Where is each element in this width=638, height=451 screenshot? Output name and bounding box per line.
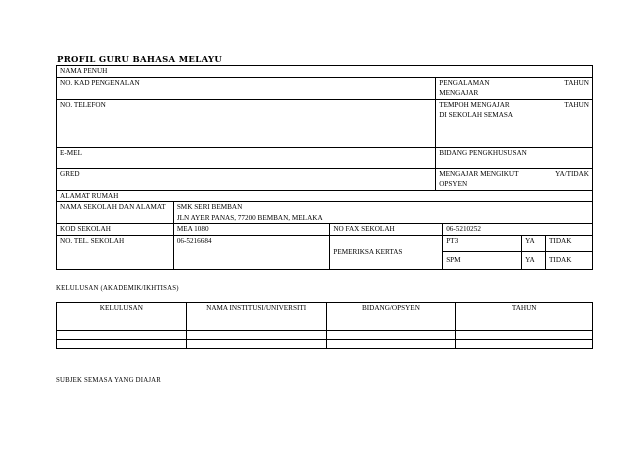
no-tel-sekolah-value: 06-5216684 [173, 235, 330, 269]
table-row [57, 340, 593, 349]
kelulusan-heading: KELULUSAN (AKADEMIK/IKHTISAS) [56, 285, 179, 292]
sekolah-name: SMK SERI BEMBAN [176, 203, 243, 211]
spm-ya: YA [522, 251, 546, 269]
no-fax-value: 06-5210252 [443, 224, 593, 236]
no-kad-label: NO. KAD PENGENALAN [57, 77, 436, 99]
table-cell [186, 331, 326, 340]
no-telefon-label: NO. TELEFON [57, 99, 436, 147]
subjek-heading: SUBJEK SEMASA YANG DIAJAR [56, 377, 162, 384]
no-fax-label: NO FAX SEKOLAH [330, 224, 443, 236]
spm-label: SPM [443, 251, 522, 269]
gred-label: GRED [57, 168, 436, 190]
page-title: PROFIL GURU BAHASA MELAYU [57, 55, 223, 65]
nama-sekolah-label: NAMA SEKOLAH DAN ALAMAT [57, 202, 174, 224]
tahun-label-1: TAHUN [522, 77, 593, 99]
table-cell [186, 340, 326, 349]
nama-sekolah-value [173, 202, 592, 224]
pt3-ya: YA [522, 235, 546, 251]
emel-label: E-MEL [57, 147, 436, 168]
nama-penuh-label: NAMA PENUH [57, 66, 593, 78]
table-cell [326, 331, 456, 340]
tempoh-label: TEMPOH MENGAJAR DI SEKOLAH SEMASA [436, 99, 522, 147]
kod-sekolah-value: MEA 1080 [173, 224, 330, 236]
ya-tidak-label: YA/TIDAK [522, 168, 593, 190]
profile-table [56, 65, 593, 270]
col-tahun: TAHUN [456, 303, 593, 331]
col-bidang: BIDANG/OPSYEN [326, 303, 456, 331]
tahun-label-2: TAHUN [522, 99, 593, 147]
table-cell [57, 340, 187, 349]
mengajar-opsyen-label: MENGAJAR MENGIKUT OPSYEN [436, 168, 522, 190]
sekolah-address: JLN AYER PANAS, 77200 BEMBAN, MELAKA [176, 213, 323, 222]
pemeriksa-label: PEMERIKSA KERTAS [330, 235, 443, 269]
kelulusan-table [56, 302, 593, 349]
pt3-tidak: TIDAK [546, 235, 593, 251]
table-cell [326, 340, 456, 349]
col-institusi: NAMA INSTITUSI/UNIVERSITI [186, 303, 326, 331]
table-row [57, 331, 593, 340]
table-cell [456, 331, 593, 340]
table-cell [456, 340, 593, 349]
pengalaman-label: PENGALAMAN MENGAJAR [436, 77, 522, 99]
no-tel-sekolah-label: NO. TEL. SEKOLAH [57, 235, 174, 269]
spm-tidak: TIDAK [546, 251, 593, 269]
bidang-label: BIDANG PENGKHUSUSAN [436, 147, 593, 168]
table-cell [57, 331, 187, 340]
kod-sekolah-label: KOD SEKOLAH [57, 224, 174, 236]
col-kelulusan: KELULUSAN [57, 303, 187, 331]
alamat-rumah-label: ALAMAT RUMAH [57, 190, 593, 202]
pt3-label: PT3 [443, 235, 522, 251]
